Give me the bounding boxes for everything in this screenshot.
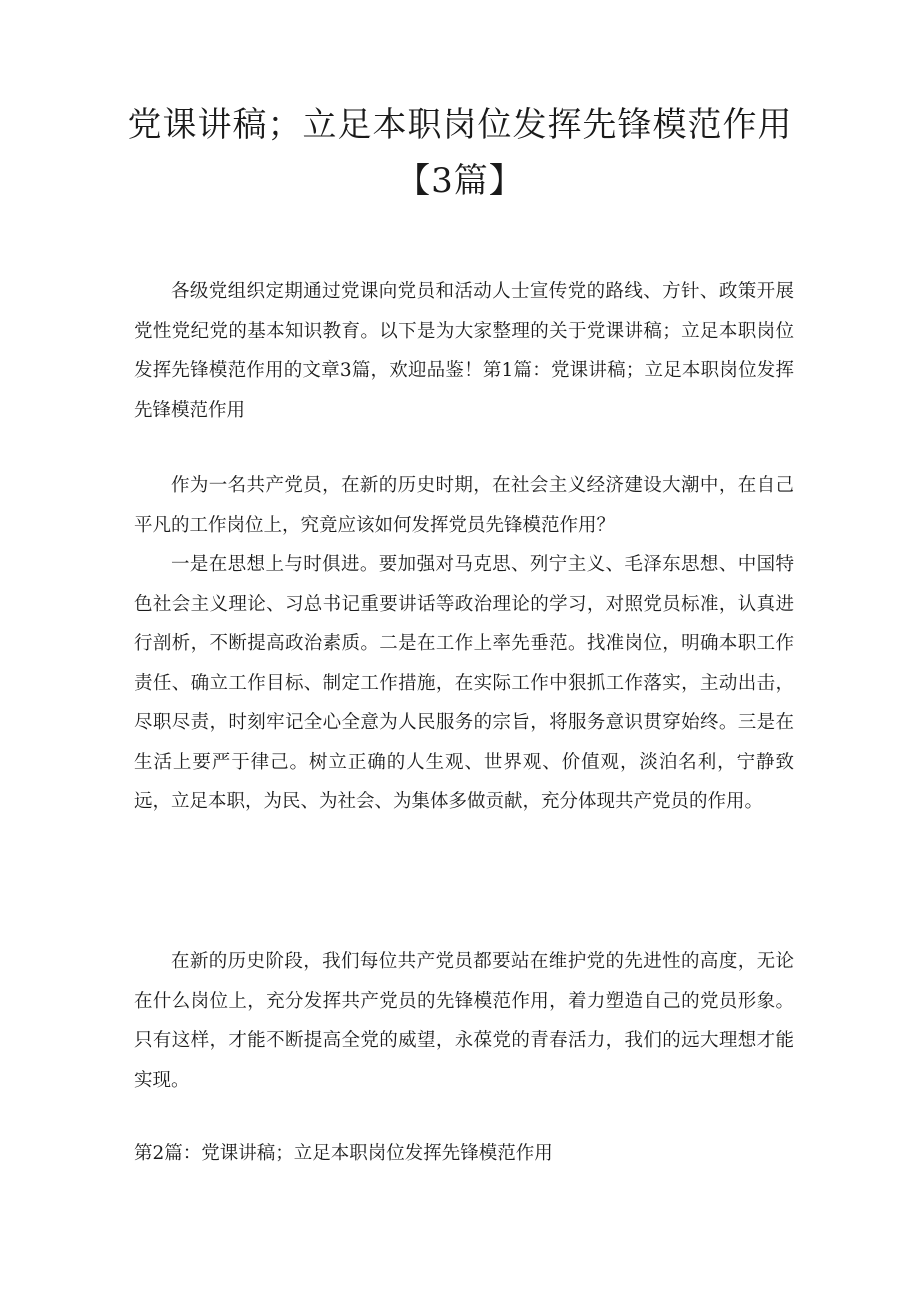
document-title-line1: 党课讲稿；立足本职岗位发挥先锋模范作用 bbox=[127, 105, 793, 145]
intro-paragraph: 各级党组织定期通过党课向党员和活动人士宣传党的路线、方针、政策开展党性党纪党的基本知识教育。以下是为大家整理的关于党课讲稿；立足本职岗位发挥先锋模范作用的文章3篇，欢迎品鉴！第1篇：党课讲稿；立足本职岗位发挥先锋模范作用 bbox=[134, 281, 794, 421]
body-paragraph-three-points: 一是在思想上与时俱进。要加强对马克思、列宁主义、毛泽东思想、中国特色社会主义理论、习总书记重要讲话等政治理论的学习，对照党员标准，认真进行剖析，不断提高政治素质。二是在工作上率先垂范。找准岗位，明确本职工作责任、确立工作目标、制定工作措施，在实际工作中狠抓工作落实，主动出击，尽职尽责，时刻牢记全心全意为人民服务的宗旨，将服务意识贯穿始终。三是在生活上要严于律己。树立正确的人生观、世界观、价值观，淡泊名利，宁静致远，立足本职，为民、为社会、为集体多做贡献，充分体现共产党员的作用。 bbox=[134, 554, 794, 812]
body-paragraph-question: 作为一名共产党员，在新的历史时期，在社会主义经济建设大潮中，在自己平凡的工作岗位上，究竟应该如何发挥党员先锋模范作用？ bbox=[134, 475, 794, 536]
body-paragraph-conclusion: 在新的历史阶段，我们每位共产党员都要站在维护党的先进性的高度，无论在什么岗位上，充分发挥共产党员的先锋模范作用，着力塑造自己的党员形象。只有这样，才能不断提高全党的威望，永葆党的青春活力，我们的远大理想才能实现。 bbox=[134, 951, 794, 1091]
document-title-line2: 【3篇】 bbox=[396, 161, 524, 201]
section-2-heading: 第2篇：党课讲稿；立足本职岗位发挥先锋模范作用 bbox=[134, 1143, 553, 1164]
